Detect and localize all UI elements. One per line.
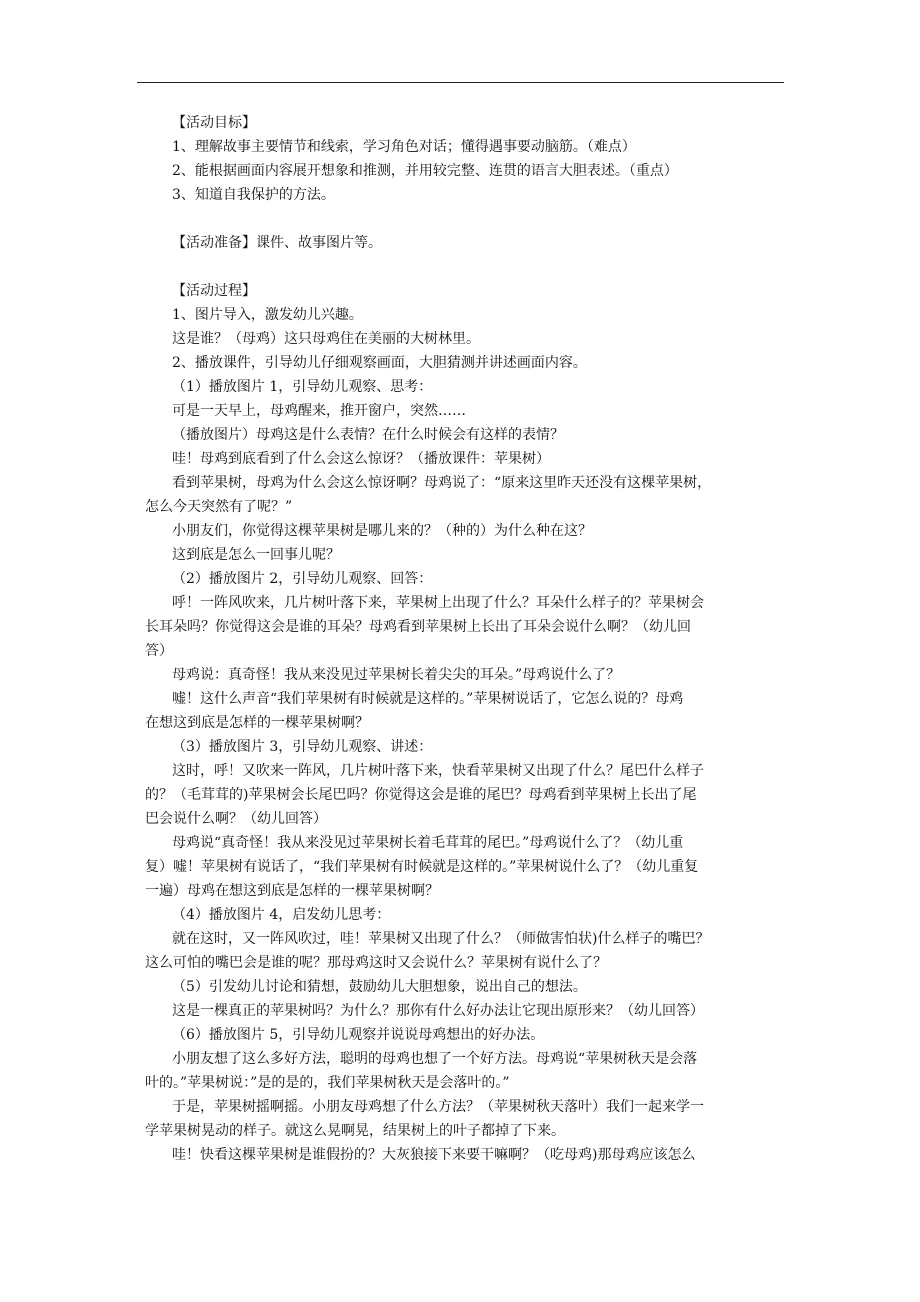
blank-line [172,255,784,279]
paragraph-line: 的？（毛茸茸的)苹果树会长尾巴吗？你觉得这会是谁的尾巴？母鸡看到苹果树上长出了尾 [145,787,697,803]
process-step-2: 2、播放课件，引导幼儿仔细观察画面，大胆猜测并讲述画面内容。 [172,355,587,371]
sub-step-5: （5）引发幼儿讨论和猜想，鼓励幼儿大胆想象，说出自己的想法。 [172,979,587,995]
goal-item-3: 3、知道自我保护的方法。 [172,187,335,203]
paragraph-line: 长耳朵吗？你觉得这会是谁的耳朵？母鸡看到苹果树上长出了耳朵会说什么啊？（幼儿回 [145,619,691,635]
paragraph-line: 小朋友想了这么多好方法，聪明的母鸡也想了一个好方法。母鸡说“苹果树秋天是会落 [172,1051,698,1067]
paragraph-line: 哇！母鸡到底看到了什么会这么惊讶？（播放课件：苹果树） [172,451,550,467]
sub-step-3: （3）播放图片 3，引导幼儿观察、讲述： [172,739,433,755]
paragraph-line: 母鸡说：真奇怪！我从来没见过苹果树长着尖尖的耳朵。”母鸡说什么了？ [172,667,621,683]
blank-line [172,207,784,231]
paragraph-line: 这么可怕的嘴巴会是谁的呢？那母鸡这时又会说什么？苹果树有说什么了？ [145,955,607,971]
goal-item-2: 2、能根据画面内容展开想象和推测，并用较完整、连贯的语言大胆表述。（重点） [172,163,678,179]
paragraph-line: 小朋友们，你觉得这棵苹果树是哪儿来的？（种的）为什么种在这？ [172,523,592,539]
section-heading-preparation: 【活动准备】课件、故事图片等。 [172,235,382,251]
paragraph-line: 可是一天早上，母鸡醒来，推开窗户，突然…… [172,403,466,419]
header-rule [137,82,784,83]
paragraph-line: 母鸡说“真奇怪！我从来没见过苹果树长着毛茸茸的尾巴。”母鸡说什么了？（幼儿重 [172,835,684,851]
paragraph-line: 于是，苹果树摇啊摇。小朋友母鸡想了什么方法？（苹果树秋天落叶）我们一起来学一 [172,1099,704,1115]
sub-step-1: （1）播放图片 1，引导幼儿观察、思考： [172,379,433,395]
paragraph-line: 呼！一阵风吹来，几片树叶落下来，苹果树上出现了什么？耳朵什么样子的？苹果树会 [172,595,704,611]
paragraph-line: 这是谁？（母鸡）这只母鸡住在美丽的大树林里。 [172,331,480,347]
paragraph-line: 哇！快看这棵苹果树是谁假扮的？大灰狼接下来要干嘛啊？（吃母鸡)那母鸡应该怎么 [172,1147,696,1163]
goal-item-1: 1、理解故事主要情节和线索，学习角色对话；懂得遇事要动脑筋。（难点） [172,139,636,155]
sub-step-4: （4）播放图片 4，启发幼儿思考： [172,907,391,923]
paragraph-line: 这到底是怎么一回事儿呢？ [172,547,340,563]
paragraph-line: 嘘！这什么声音“我们苹果树有时候就是这样的。”苹果树说话了，它怎么说的？母鸡 [172,691,684,707]
section-heading-process: 【活动过程】 [172,283,256,299]
paragraph-line: 学苹果树晃动的样子。就这么晃啊晃，结果树上的叶子都掉了下来。 [145,1123,565,1139]
paragraph-line: 在想这到底是怎样的一棵苹果树啊？ [145,715,369,731]
document-body [145,111,784,1167]
paragraph-line: （播放图片）母鸡这是什么表情？在什么时候会有这样的表情？ [172,427,564,443]
paragraph-line: 巴会说什么啊？（幼儿回答） [145,811,327,827]
paragraph-line: 这是一棵真正的苹果树吗？为什么？那你有什么好办法让它现出原形来？（幼儿回答） [172,1003,704,1019]
process-step-1: 1、图片导入，激发幼儿兴趣。 [172,307,363,323]
sub-step-6: （6）播放图片 5，引导幼儿观察并说说母鸡想出的好办法。 [172,1027,545,1043]
paragraph-line: 怎么今天突然有了呢？” [145,499,293,515]
paragraph-line: 叶的。”苹果树说：”是的是的，我们苹果树秋天是会落叶的。” [145,1075,510,1091]
paragraph-line: 看到苹果树，母鸡为什么会这么惊讶啊？母鸡说了：“原来这里昨天还没有这棵苹果树， [172,475,712,491]
sub-step-2: （2）播放图片 2，引导幼儿观察、回答： [172,571,433,587]
paragraph-line: 一遍）母鸡在想这到底是怎样的一棵苹果树啊？ [145,883,439,899]
paragraph-line: 复）嘘！苹果树有说话了，“我们苹果树有时候就是这样的。”苹果树说什么了？（幼儿重复 [145,859,699,875]
paragraph-line: 就在这时，又一阵风吹过，哇！苹果树又出现了什么？（师做害怕状)什么样子的嘴巴？ [172,931,710,947]
paragraph-line: 这时，呼！又吹来一阵风，几片树叶落下来，快看苹果树又出现了什么？尾巴什么样子 [172,763,704,779]
paragraph-line: 答） [145,643,173,659]
section-heading-goals: 【活动目标】 [172,115,256,131]
